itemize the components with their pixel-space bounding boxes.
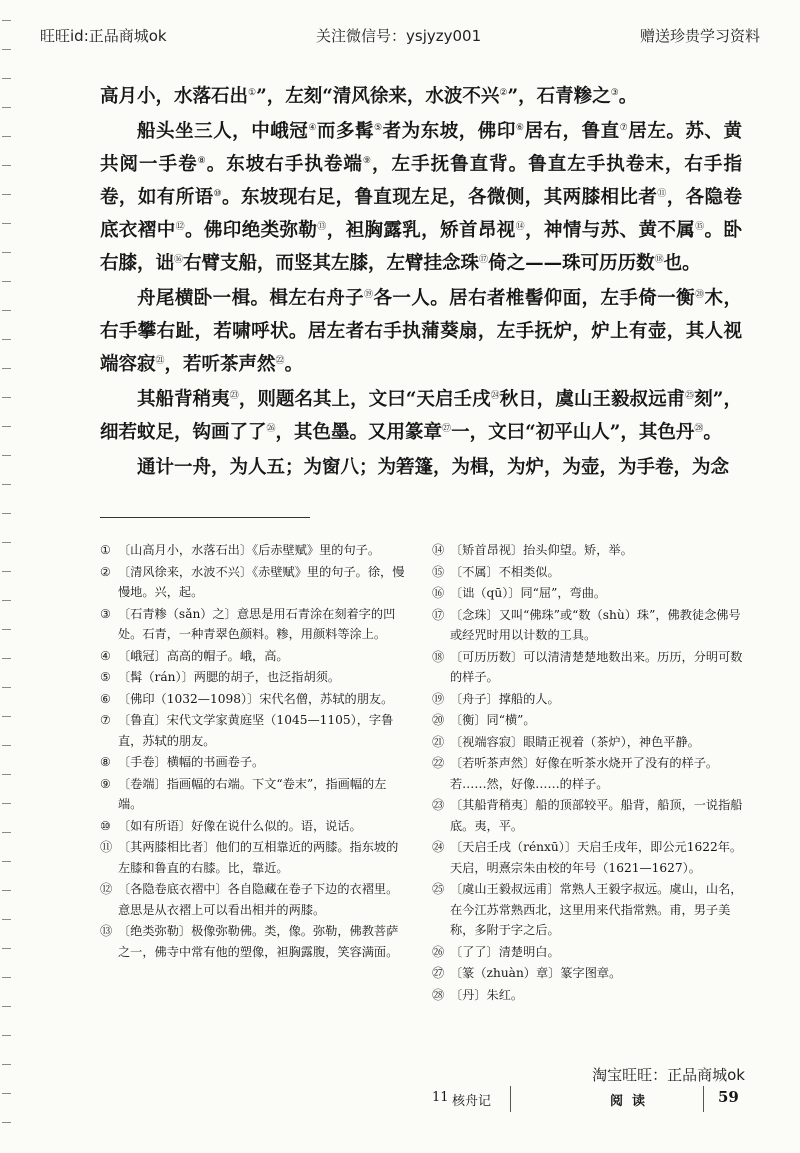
body-text-segment: ，若听茶声然 <box>164 354 276 375</box>
binding-mark <box>2 136 11 137</box>
footnote-marker: ⑪ <box>657 188 667 199</box>
binding-mark <box>2 1035 11 1036</box>
footnotes-right-column <box>432 540 750 1006</box>
body-text-segment: 。 <box>618 86 638 107</box>
footnote-text: 〔舟子〕撑船的人。 <box>450 691 560 706</box>
footnote-marker: ⑤ <box>374 122 383 133</box>
footnote-item <box>100 667 410 688</box>
body-text-segment: 居右，鲁直 <box>524 121 620 142</box>
binding-mark <box>2 397 11 398</box>
body-text-segment: 倚之——珠可历历数 <box>488 253 655 274</box>
binding-mark <box>2 310 11 311</box>
footnote-marker: ③ <box>610 87 619 98</box>
footnote-item <box>432 942 750 963</box>
binding-mark <box>2 1064 11 1065</box>
footnote-marker: ⑯ <box>174 254 184 265</box>
footnote-item <box>432 732 750 753</box>
binding-mark <box>2 165 11 166</box>
lesson-number: 11 <box>432 1090 449 1105</box>
footnote-text: 〔各隐卷底衣褶中〕各自隐藏在卷子下边的衣褶里。意思是从衣褶上可以看出相并的两膝。 <box>118 882 399 917</box>
footnote-item <box>100 752 410 773</box>
body-paragraph <box>100 451 742 484</box>
footnote-item <box>100 562 410 603</box>
body-paragraph <box>100 282 742 381</box>
footnote-number: ⑰ <box>432 607 445 622</box>
body-text-segment: 。东坡现右足，鲁直现左足，各微侧，其两膝相比者 <box>222 187 658 208</box>
footnote-text: 〔绝类弥勒〕极像弥勒佛。类，像。弥勒，佛教菩萨之一，佛寺中常有他的塑像，袒胸露腹，笑容满面。 <box>118 924 399 959</box>
footnote-text: 〔佛印（1032—1098）〕宋代名僧，苏轼的朋友。 <box>118 691 394 706</box>
section-name: 阅 读 <box>610 1094 646 1109</box>
footnote-text: 〔天启壬戌（rénxū）〕天启壬戌年，即公元1622年。天启，明熹宗朱由校的年号（1621—1627）。 <box>450 840 743 875</box>
footnote-item <box>100 774 410 815</box>
footnote-text: 〔了了〕清楚明白。 <box>450 944 560 959</box>
binding-mark <box>2 774 11 775</box>
footnote-text: 〔虞山王毅叔远甫〕常熟人王毅字叔远。虞山，山名，在今江苏常熟西北，这里用来代指常熟。甫，男子美称，多附于字之后。 <box>450 882 743 937</box>
footnote-text: 〔其两膝相比者〕他们的互相靠近的两膝。指东坡的左膝和鲁直的右膝。比，靠近。 <box>118 840 399 875</box>
footnote-marker: ㉕ <box>685 390 695 401</box>
footnote-item <box>432 837 750 878</box>
footnote-text: 〔不属〕不相类似。 <box>450 564 560 579</box>
binding-mark <box>2 977 11 978</box>
footnote-number: ㉗ <box>432 966 445 980</box>
footer-separator <box>510 1086 511 1112</box>
body-text-segment: 通计一舟，为人五；为窗八；为箬篷，为楫，为炉，为壶，为手卷，为念 <box>137 457 730 478</box>
footnote-marker: ㉒ <box>275 355 285 366</box>
footnote-item <box>100 879 410 920</box>
footnote-number: ⑫ <box>100 882 113 896</box>
page-footer <box>0 1090 800 1120</box>
footnote-number: ⑪ <box>100 840 113 854</box>
footnote-item <box>432 963 750 984</box>
footnote-text: 〔丹〕朱红。 <box>450 987 524 1002</box>
footnote-item <box>432 583 750 604</box>
binding-mark <box>2 600 11 601</box>
footnote-item <box>432 605 750 646</box>
binding-mark <box>2 426 11 427</box>
footnote-text: 〔衡〕同“横”。 <box>450 713 536 727</box>
body-text-segment: 刻”，细若蚊足，钩画了了 <box>100 389 742 443</box>
footnote-marker: ㉑ <box>155 355 165 366</box>
body-text-segment: 右臂支船，而竖其左膝，左臂挂念珠 <box>183 253 480 274</box>
footnote-text: 〔可历历数〕可以清清楚楚地数出来。历历，分明可数的样子。 <box>450 649 743 684</box>
footnote-number: ⑳ <box>432 713 445 727</box>
header-left-text: 旺旺id:正品商城ok <box>40 27 167 45</box>
footnote-item <box>100 604 410 645</box>
footnote-item <box>432 879 750 941</box>
footer-separator <box>703 1086 704 1112</box>
footnote-marker: ㉓ <box>229 390 239 401</box>
body-text-segment: 。佛印绝类弥勒 <box>185 220 318 241</box>
header-right-text: 赠送珍贵学习资料 <box>639 27 760 45</box>
footnote-marker: ㉗ <box>442 423 452 434</box>
binding-mark <box>2 687 11 688</box>
footnote-text: 〔矫首昂视〕抬头仰望。矫，举。 <box>450 543 633 557</box>
body-text-segment: 。 <box>703 422 722 443</box>
binding-mark <box>2 948 11 949</box>
footnote-text: 〔其船背稍夷〕船的顶部较平。船背，船顶，一说指船底。夷，平。 <box>450 798 743 833</box>
footnote-number: ㉑ <box>432 734 445 749</box>
binding-mark <box>2 629 11 630</box>
footnote-marker: ⑧ <box>197 155 207 166</box>
footnote-item <box>100 689 410 710</box>
body-text-segment: ，袒胸露乳，矫首昂视 <box>326 220 516 241</box>
binding-mark <box>2 803 11 804</box>
body-text-segment: 。 <box>284 354 304 375</box>
footnote-number: ⑥ <box>100 691 111 706</box>
binding-mark <box>2 919 11 920</box>
footnote-item <box>100 646 410 667</box>
body-text-segment: ，神情与苏、黄不属 <box>525 220 696 241</box>
footnote-text: 〔鲁直〕宋代文学家黄庭坚（1045—1105），字鲁直，苏轼的朋友。 <box>118 713 394 748</box>
binding-mark <box>2 1006 11 1007</box>
binding-mark <box>2 571 11 572</box>
body-text-segment: 各一人。居右者椎髻仰面，左手倚一衡 <box>373 288 696 309</box>
body-text-segment: 船头坐三人，中峨冠 <box>137 121 309 142</box>
footnote-text: 〔髯（rán）〕两腮的胡子，也泛指胡须。 <box>118 670 341 684</box>
footnote-item <box>432 753 750 794</box>
footnote-marker: ⑲ <box>364 289 374 300</box>
footnote-number: ⑧ <box>100 755 111 769</box>
footnote-item <box>432 985 750 1006</box>
footnote-marker: ⑬ <box>317 221 327 232</box>
binding-mark <box>2 484 11 485</box>
footnote-item <box>432 540 750 561</box>
footnote-item <box>432 647 750 688</box>
footnote-marker: ⑳ <box>695 289 705 300</box>
body-text-segment: 一，文曰“初平山人”，其色丹 <box>451 422 695 443</box>
footnote-marker: ⑫ <box>175 221 185 232</box>
footnote-item <box>100 540 410 561</box>
footnote-number: ⑤ <box>100 670 111 684</box>
binding-mark <box>2 281 11 282</box>
footnote-number: ㉖ <box>432 944 445 959</box>
body-text-segment: 也。 <box>663 253 701 274</box>
footnote-number: ⑱ <box>432 649 445 664</box>
footnote-number: ⑩ <box>100 818 111 833</box>
footnote-number: ⑬ <box>100 924 113 938</box>
body-text-segment: ，各隐卷底衣褶中 <box>100 187 742 241</box>
binding-mark <box>2 78 11 79</box>
footnote-number: ⑲ <box>432 691 445 706</box>
footnote-number: ㉕ <box>432 882 445 896</box>
binding-mark <box>2 861 11 862</box>
footnote-marker: ㉘ <box>694 423 704 434</box>
binding-mark <box>2 194 11 195</box>
body-text-segment: ，左手抚鲁直背。鲁直左手执卷末，右手指卷，如有所语 <box>100 154 742 208</box>
footnote-marker: ⑮ <box>695 221 705 232</box>
footnote-marker: ⑱ <box>654 254 664 265</box>
binding-mark <box>2 368 11 369</box>
footnote-item <box>100 816 410 837</box>
footnote-marker: ⑩ <box>213 188 223 199</box>
binding-mark <box>2 890 11 891</box>
footnote-item <box>100 921 410 962</box>
footnote-item <box>432 562 750 583</box>
footnote-marker: ④ <box>308 122 317 133</box>
footnote-marker: ㉖ <box>266 423 276 434</box>
footnote-number: ⑭ <box>432 543 445 557</box>
footnote-marker: ⑨ <box>362 155 373 166</box>
footnote-text: 〔念珠〕又叫“佛珠”或“数（shù）珠”，佛教徒念佛号或经咒时用以计数的工具。 <box>450 607 741 642</box>
footnote-text: 〔诎（qū）〕同“屈”，弯曲。 <box>450 586 607 600</box>
footnote-text: 〔手卷〕横幅的书画卷子。 <box>118 755 265 769</box>
body-paragraph <box>100 115 742 280</box>
footnotes-left-column <box>100 540 410 963</box>
footnote-number: ⑦ <box>100 713 111 727</box>
footnote-number: ② <box>100 564 111 579</box>
body-text-segment: 。东坡右手执卷端 <box>206 154 363 175</box>
header-middle-text: 关注微信号：ysjyzy001 <box>316 27 482 45</box>
watermark-footer: 淘宝旺旺：正品商城ok <box>592 1066 745 1084</box>
body-text-segment: 居左。苏、黄共阅一手卷 <box>100 121 742 175</box>
footnote-text: 〔峨冠〕高高的帽子。峨，高。 <box>118 648 289 663</box>
footnote-divider <box>100 517 310 518</box>
binding-mark <box>2 832 11 833</box>
footnote-number: ㉘ <box>432 987 445 1002</box>
binding-mark <box>2 542 11 543</box>
body-text-segment: 其船背稍夷 <box>137 389 230 410</box>
body-text-segment: 。卧右膝，诎 <box>100 220 742 274</box>
footnote-text: 〔山高月小，水落石出〕《后赤壁赋》里的句子。 <box>118 543 381 557</box>
footnote-item <box>432 710 750 731</box>
body-text-segment: 高月小，水落石出 <box>100 86 249 107</box>
page-number: 59 <box>718 1088 739 1106</box>
footnote-text: 〔清风徐来，水波不兴〕《赤壁赋》里的句子。徐，慢慢地。兴，起。 <box>118 564 405 599</box>
body-text-segment: ”，石青糁之 <box>507 86 611 107</box>
body-text-segment: ”，左刻“清风徐来，水波不兴 <box>256 86 500 107</box>
binding-mark <box>2 339 11 340</box>
body-text-segment: ，其色墨。又用篆章 <box>275 422 443 443</box>
footnote-number: ④ <box>100 648 111 663</box>
footnote-item <box>432 689 750 710</box>
body-text-segment: 者为东坡，佛印 <box>382 121 516 142</box>
footnote-number: ⑯ <box>432 586 445 600</box>
footnote-marker: ㉔ <box>490 390 500 401</box>
footnote-marker: ⑥ <box>515 122 525 133</box>
footnote-text: 〔若听茶声然〕好像在听茶水烧开了没有的样子。若……然，好像……的样子。 <box>450 756 719 791</box>
body-paragraph <box>100 383 742 449</box>
body-text-segment: 秋日，虞山王毅叔远甫 <box>499 389 686 410</box>
binding-mark <box>2 1122 11 1123</box>
footnote-number: ㉓ <box>432 798 445 812</box>
footnote-number: ㉒ <box>432 756 445 770</box>
footnote-marker: ⑰ <box>479 254 489 265</box>
binding-mark <box>2 745 11 746</box>
footnote-text: 〔石青糁（sǎn）之〕意思是用石青涂在刻着字的凹处。石青，一种青翠色颜料。糁，用颜料等涂上。 <box>118 606 396 641</box>
binding-mark <box>2 223 11 224</box>
footnote-number: ① <box>100 543 111 557</box>
footnote-item <box>100 710 410 751</box>
binding-edge <box>0 0 14 1153</box>
binding-mark <box>2 107 11 108</box>
footnote-number: ⑮ <box>432 564 445 579</box>
body-text-segment: ，则题名其上，文曰“天启壬戌 <box>238 389 491 410</box>
body-text-segment: 舟尾横卧一楫。楫左右舟子 <box>137 288 365 309</box>
binding-mark <box>2 455 11 456</box>
footnote-number: ③ <box>100 606 111 621</box>
main-text <box>100 80 742 484</box>
footnote-text: 〔如有所语〕好像在说什么似的。语，说话。 <box>118 818 362 833</box>
binding-mark <box>2 252 11 253</box>
footnote-marker: ② <box>499 87 508 98</box>
binding-mark <box>2 658 11 659</box>
body-paragraph <box>100 80 742 113</box>
body-text-segment: 而多髯 <box>316 121 375 142</box>
binding-mark <box>2 716 11 717</box>
body-text-segment: 木，右手攀右趾，若啸呼状。居左者右手执蒲葵扇，左手抚炉，炉上有壶，其人视端容寂 <box>100 288 742 375</box>
footnote-text: 〔视端容寂〕眼睛正视着（茶炉），神色平静。 <box>450 734 700 749</box>
footnote-number: ㉔ <box>432 840 445 854</box>
binding-mark <box>2 513 11 514</box>
footnote-item <box>100 837 410 878</box>
footnote-item <box>432 795 750 836</box>
footnote-text: 〔卷端〕指画幅的右端。下文“卷末”，指画幅的左端。 <box>118 776 387 811</box>
footnote-marker: ① <box>248 87 257 98</box>
watermark-header <box>0 0 800 62</box>
footnote-text: 〔篆（zhuàn）章〕篆字图章。 <box>450 966 622 980</box>
footnote-marker: ⑭ <box>515 221 526 232</box>
footnote-number: ⑨ <box>100 776 111 791</box>
lesson-title: 核舟记 <box>452 1094 492 1109</box>
footnote-marker: ⑦ <box>619 122 629 133</box>
